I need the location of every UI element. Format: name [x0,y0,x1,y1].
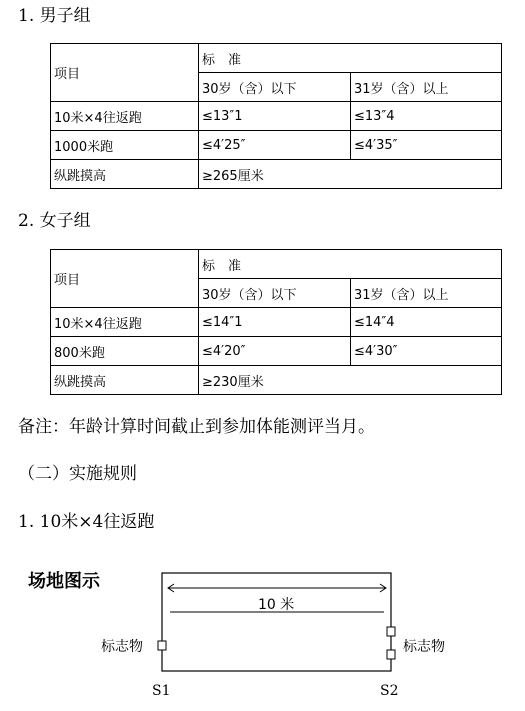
standard-value: ≤13″1 [199,102,351,131]
age-over-31-header: 31岁（含）以上 [351,279,502,308]
item-name: 1000米跑 [51,131,199,160]
section-title: （二）实施规则 [18,464,137,484]
standard-value: ≤4′20″ [199,337,351,366]
standard-value: ≤4′30″ [351,337,502,366]
start-point-label: S1 [152,683,171,699]
standard-value: ≥265厘米 [199,160,502,189]
age-under-30-header: 30岁（含）以下 [199,279,351,308]
standard-header: 标 准 [199,44,502,73]
item-name: 10米×4往返跑 [51,102,199,131]
male-group-heading: 1. 男子组 [18,6,91,26]
item-name: 纵跳摸高 [51,366,199,395]
standard-value: ≤14″1 [199,308,351,337]
standard-value: ≤4′25″ [199,131,351,160]
item-name: 10米×4往返跑 [51,308,199,337]
item-name: 纵跳摸高 [51,160,199,189]
marker-left-label: 标志物 [101,639,143,655]
distance-label: 10 米 [258,597,295,613]
item-name: 800米跑 [51,337,199,366]
subsection-title: 1. 10米×4往返跑 [18,512,155,532]
standard-value: ≥230厘米 [199,366,502,395]
age-under-30-header: 30岁（含）以下 [199,73,351,102]
standard-value: ≤4′35″ [351,131,502,160]
female-group-heading: 2. 女子组 [18,211,91,231]
item-header: 项目 [51,44,199,102]
marker-left-icon [158,641,166,650]
standard-value: ≤14″4 [351,308,502,337]
note-text: 备注：年龄计算时间截止到参加体能测评当月。 [18,417,375,437]
age-over-31-header: 31岁（含）以上 [351,73,502,102]
marker-right-top-icon [387,627,395,636]
marker-right-label: 标志物 [403,639,445,655]
item-header: 项目 [51,250,199,308]
standard-header: 标 准 [199,250,502,279]
diagram-title: 场地图示 [28,571,100,592]
end-point-label: S2 [380,683,399,699]
marker-right-bottom-icon [387,650,395,659]
standard-value: ≤13″4 [351,102,502,131]
